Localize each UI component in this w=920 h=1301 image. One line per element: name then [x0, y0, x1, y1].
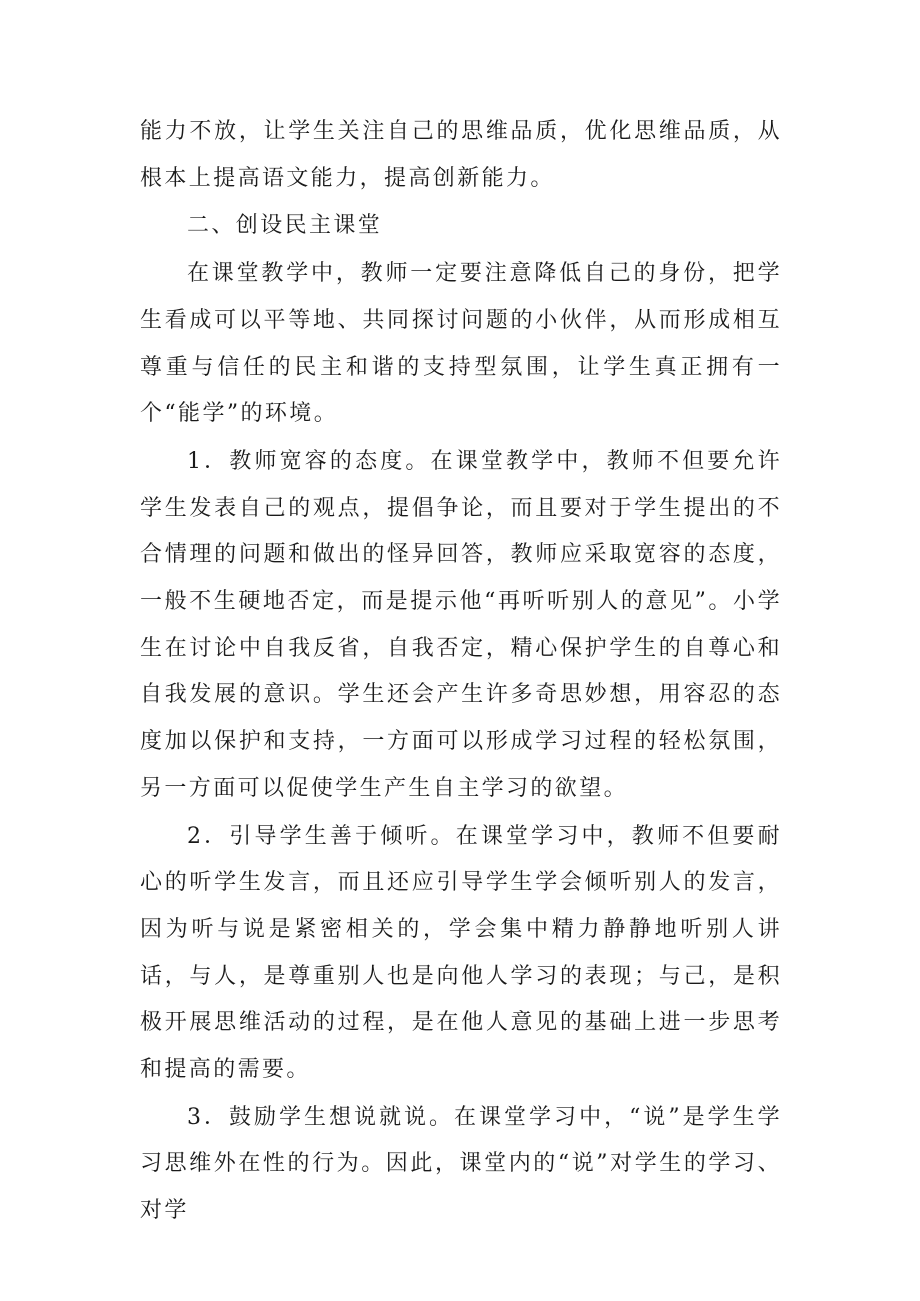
paragraph-intro: 在课堂教学中，教师一定要注意降低自己的身份，把学生看成可以平等地、共同探讨问题的小伙伴，从而形成相互尊重与信任的民主和谐的支持型氛围，让学生真正拥有一个“能学”的环境。	[140, 261, 782, 427]
paragraph-continuation: 能力不放，让学生关注自己的思维品质，优化思维品质，从根本上提高语文能力，提高创新能力。	[140, 119, 782, 191]
paragraph-point-1: 1．教师宽容的态度。在课堂教学中，教师不但要允许学生发表自己的观点，提倡争论，而且要对于学生提出的不合情理的问题和做出的怪异回答，教师应采取宽容的态度，一般不生硬地否定，而是提示他“再听听别人的意见”。小学生在讨论中自我反省，自我否定，精心保护学生的自尊心和自我发展的意识。学生还会产生许多奇思妙想，用容忍的态度加以保护和支持，一方面可以形成学习过程的轻松氛围，另一方面可以促使学生产生自主学习的欲望。	[140, 448, 782, 801]
paragraph-point-3: 3．鼓励学生想说就说。在课堂学习中，“说”是学生学习思维外在性的行为。因此，课堂内的“说”对学生的学习、对学	[140, 1104, 782, 1224]
document-body	[140, 109, 782, 1235]
paragraph-point-2: 2．引导学生善于倾听。在课堂学习中，教师不但要耐心的听学生发言，而且还应引导学生学会倾听别人的发言，因为听与说是紧密相关的，学会集中精力静静地听别人讲话，与人，是尊重别人也是向他人学习的表现；与己，是积极开展思维活动的过程，是在他人意见的基础上进一步思考和提高的需要。	[140, 823, 782, 1083]
section-heading: 二、创设民主课堂	[187, 213, 383, 239]
